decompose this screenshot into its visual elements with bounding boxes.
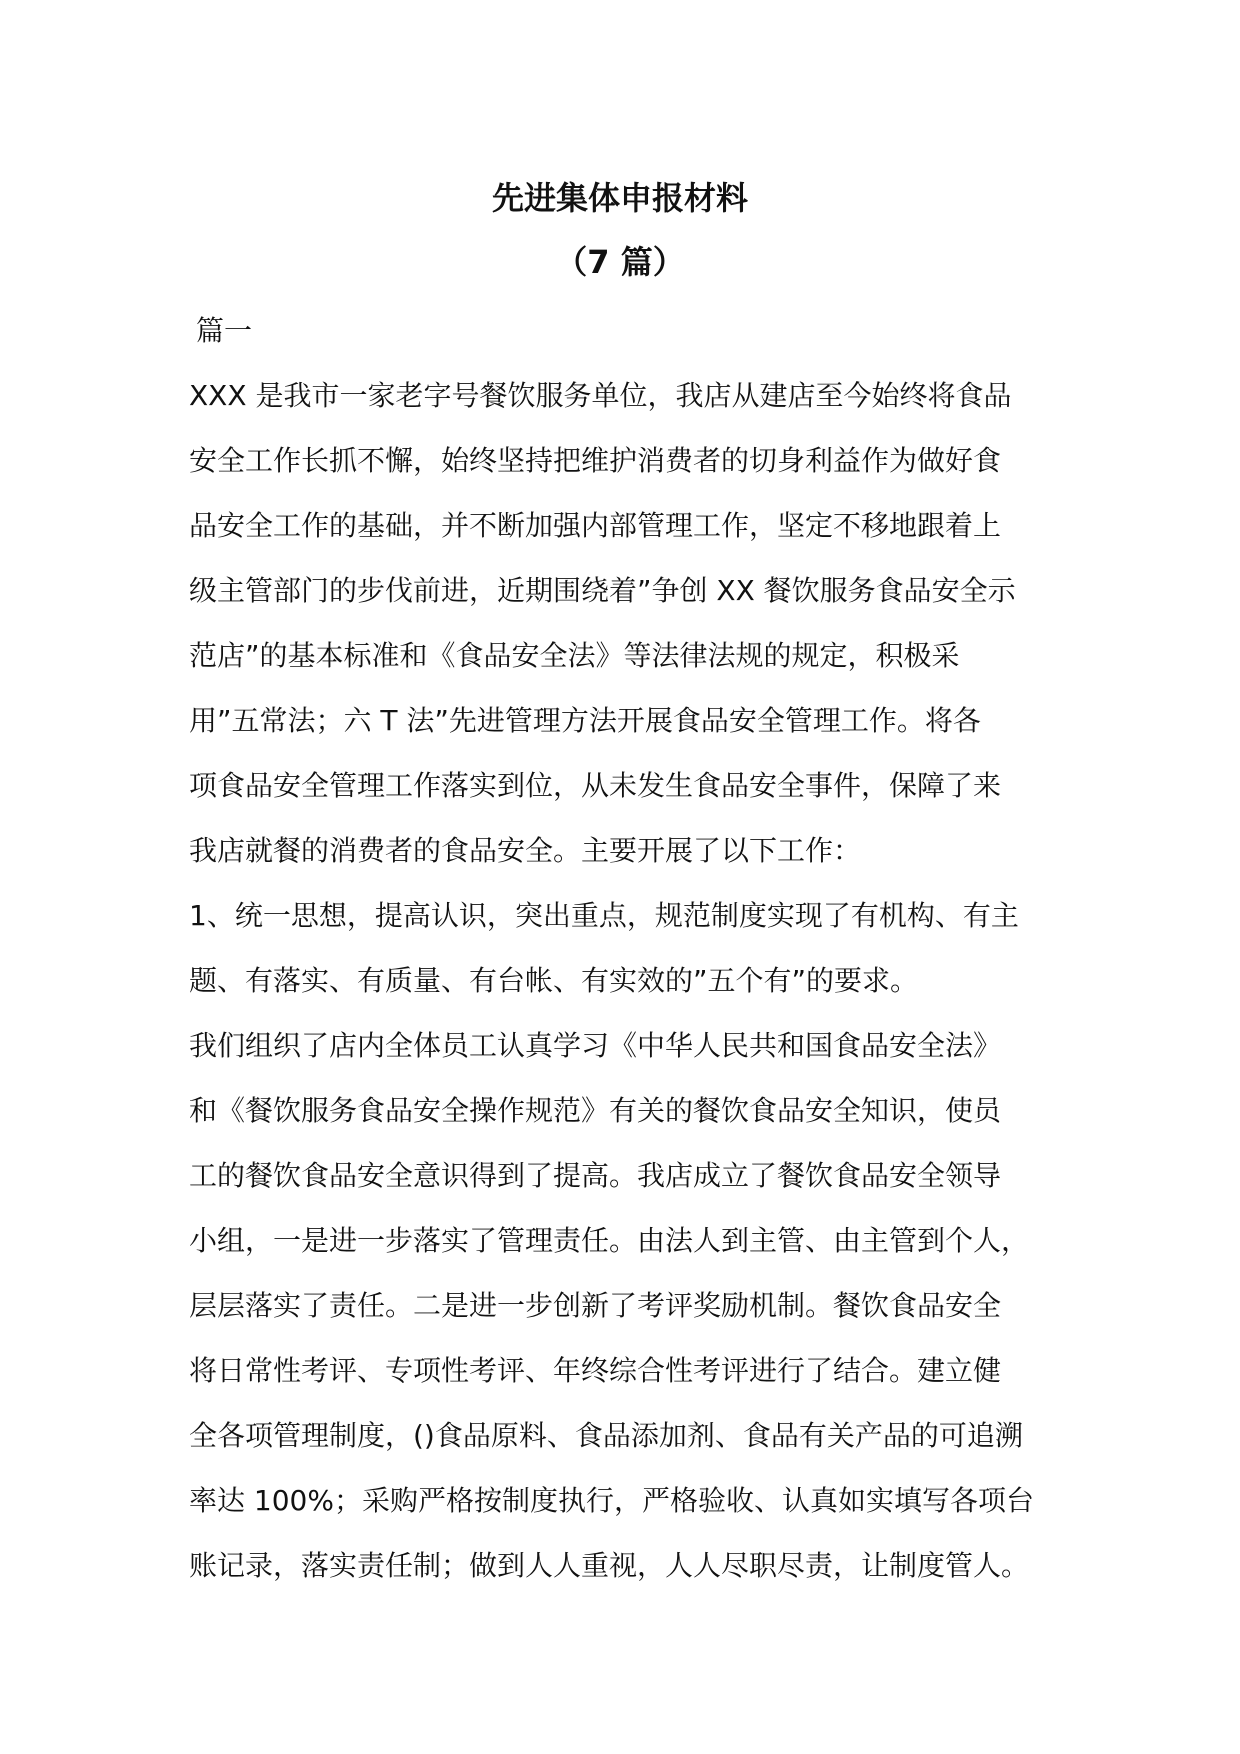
body-line: 率达 100%；采购严格按制度执行，严格验收、认真如实填写各项台 xyxy=(189,1484,1034,1517)
body-line: 品安全工作的基础，并不断加强内部管理工作，坚定不移地跟着上 xyxy=(189,509,1002,542)
body-line: 用”五常法；六 T 法”先进管理方法开展食品安全管理工作。将各 xyxy=(189,704,981,737)
body-line: 范店”的基本标准和《食品安全法》等法律法规的规定，积极采 xyxy=(189,639,960,672)
body-line: 1、统一思想，提高认识，突出重点，规范制度实现了有机构、有主 xyxy=(189,899,1019,932)
body-line: 将日常性考评、专项性考评、年终综合性考评进行了结合。建立健 xyxy=(189,1354,1002,1387)
body-line: 我店就餐的消费者的食品安全。主要开展了以下工作： xyxy=(189,834,862,867)
body-line: 我们组织了店内全体员工认真学习《中华人民共和国食品安全法》 xyxy=(189,1029,1002,1062)
body-line: 层层落实了责任。二是进一步创新了考评奖励机制。餐饮食品安全 xyxy=(189,1289,1002,1322)
body-line: 和《餐饮服务食品安全操作规范》有关的餐饮食品安全知识，使员 xyxy=(189,1094,1002,1127)
section-label: 篇一 xyxy=(196,314,253,347)
body-line: 题、有落实、有质量、有台帐、有实效的”五个有”的要求。 xyxy=(189,964,919,997)
body-line: 工的餐饮食品安全意识得到了提高。我店成立了餐饮食品安全领导 xyxy=(189,1159,1002,1192)
body-line: XXX 是我市一家老字号餐饮服务单位，我店从建店至今始终将食品 xyxy=(189,379,1012,412)
document-subtitle: （7 篇） xyxy=(555,243,685,281)
body-line: 小组，一是进一步落实了管理责任。由法人到主管、由主管到个人， xyxy=(189,1224,1030,1257)
document-body xyxy=(189,298,1089,1598)
body-line: 全各项管理制度，()食品原料、食品添加剂、食品有关产品的可追溯 xyxy=(189,1419,1023,1452)
document-title: 先进集体申报材料 xyxy=(491,179,748,217)
body-line: 项食品安全管理工作落实到位，从未发生食品安全事件，保障了来 xyxy=(189,769,1002,802)
body-line: 级主管部门的步伐前进，近期围绕着”争创 XX 餐饮服务食品安全示 xyxy=(189,574,1016,607)
body-line: 安全工作长抓不懈，始终坚持把维护消费者的切身利益作为做好食 xyxy=(189,444,1002,477)
body-line: 账记录，落实责任制；做到人人重视，人人尽职尽责，让制度管人。 xyxy=(189,1549,1030,1582)
